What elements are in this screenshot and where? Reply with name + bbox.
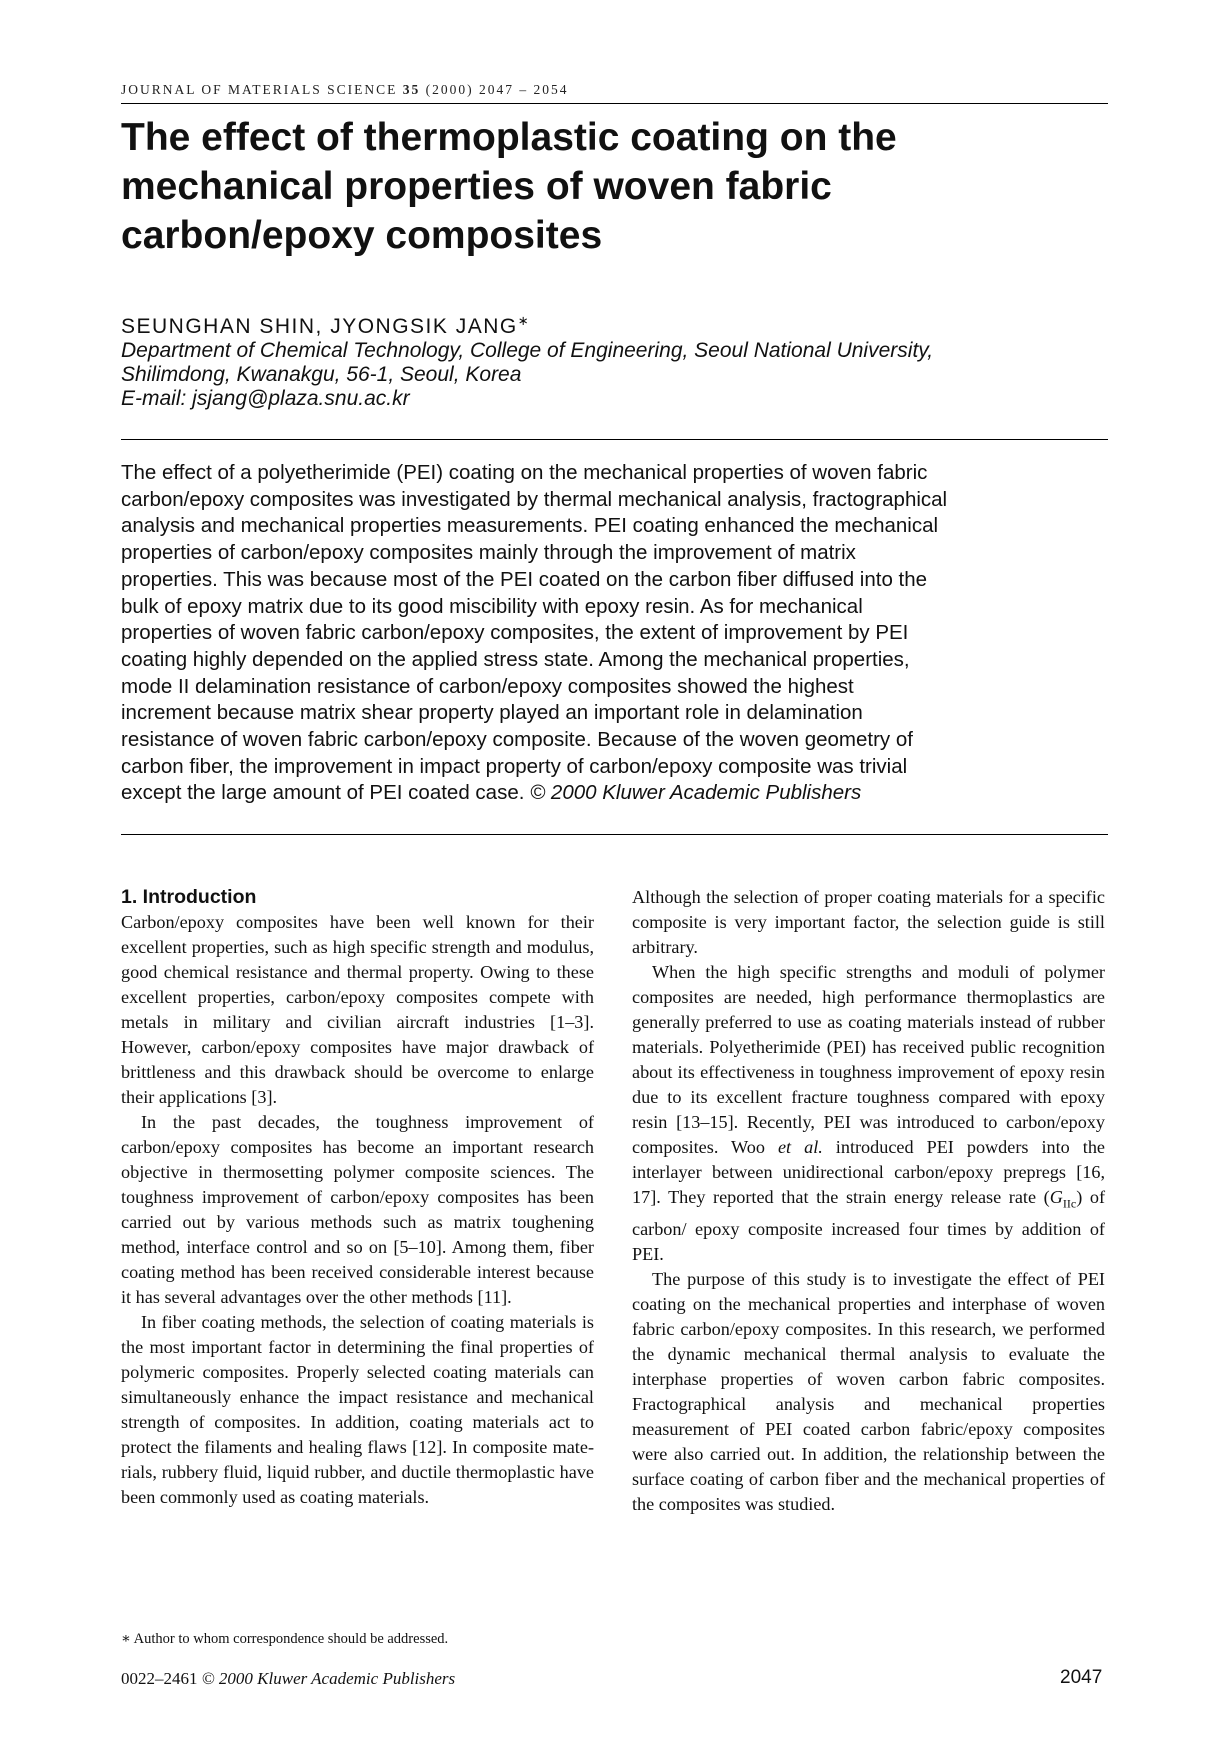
page-number: 2047 xyxy=(1060,1667,1103,1688)
footer-copyright: © 2000 Kluwer Academic Publishers xyxy=(201,1669,456,1688)
abstract-line: properties of woven fabric carbon/epoxy composites, the extent of improvement by PEI xyxy=(121,621,909,645)
abstract-copyright: © 2000 Kluwer Academic Publishers xyxy=(530,781,862,805)
abstract-line: coating highly depended on the applied stress state. Among the mechanical properties, xyxy=(121,647,910,671)
abstract xyxy=(121,460,1111,807)
journal-year-pages: (2000) 2047 – 2054 xyxy=(425,82,569,97)
abstract-line: carbon fiber, the improvement in impact property of carbon/epoxy composite was trivial xyxy=(121,754,908,778)
paragraph: In the past decades, the toughness improvement of carbon/epoxy composites has become an important research objective in thermosetting polymer composite sciences. The toughness improvement of carbon/epoxy composites has been carried out by various methods such as matrix toughening method, interface control and so on [5–10]. Among them, fiber coating method has been received considerable interest because it has several advantages over the other methods [11]. xyxy=(121,1112,594,1307)
abstract-top-rule xyxy=(121,439,1108,440)
abstract-line: The effect of a polyetherimide (PEI) coating on the mechanical properties of woven fabric xyxy=(121,461,928,484)
abstract-line: properties of carbon/epoxy composites mainly through the improvement of matrix xyxy=(121,541,856,565)
running-head xyxy=(121,82,569,98)
email-line: E-mail: jsjang@plaza.snu.ac.kr xyxy=(121,387,410,410)
paragraph: In fiber coating methods, the selection of coating materials is the most important factor in determining the final properties of polymeric composites. Properly selected coating materials can simultaneously enhance the impact resistance and mechanical strength of composites. In addition, coating materials act to protect the filaments and healing flaws [12]. In composite materials, rubbery fluid, liquid rubber, and ductile thermoplastic have been commonly used as coating materials. xyxy=(121,1312,594,1507)
authors xyxy=(121,313,530,339)
paragraph xyxy=(632,960,1105,1267)
abstract-line: mode II delamination resistance of carbon/epoxy composites showed the highest xyxy=(121,674,854,698)
header-rule xyxy=(121,103,1108,104)
abstract-line: carbon/epoxy composites was investigated by thermal mechanical analysis, fractographical xyxy=(121,487,948,511)
footnote: ∗ Author to whom correspondence should be addressed. xyxy=(121,1631,449,1647)
title-line: mechanical properties of woven fabric xyxy=(121,165,832,208)
abstract-bottom-rule xyxy=(121,834,1108,835)
abstract-line: analysis and mechanical properties measurements. PEI coating enhanced the mechanical xyxy=(121,514,939,538)
abstract-last-line xyxy=(121,780,1111,807)
et-al: et al. xyxy=(777,1137,823,1157)
left-column xyxy=(121,885,594,1510)
right-column xyxy=(632,885,1105,1517)
paragraph-text: introduced PEI powders into the interlayer between unidirectional carbon/epoxy prepregs [16, 17]. They reported that the strain energy release rate ( xyxy=(632,1137,1105,1207)
paper-title xyxy=(121,113,1081,260)
author-names: SEUNGHAN SHIN, JYONGSIK JANG xyxy=(121,315,518,338)
abstract-line: bulk of epoxy matrix due to its good miscibility with epoxy resin. As for mechanical xyxy=(121,594,863,618)
abstract-line: increment because matrix shear property played an important role in delamination xyxy=(121,701,863,725)
abstract-line: properties. This was because most of the PEI coated on the carbon fiber diffused into the xyxy=(121,567,928,591)
issn: 0022–2461 xyxy=(121,1669,198,1688)
paragraph-text: When the high specific strengths and moduli of polymer composites are needed, high performance thermoplastics are generally preferred to use as coating materials instead of rubber materials. Polyetherimide (PEI) has received public recognition about its effectiveness in toughness improvement of epoxy resin due to its excellent fracture toughness compared with epoxy resin [13–15]. Recently, PEI was introduced to carbon/epoxy composites. Woo xyxy=(632,962,1105,1157)
paragraph: Although the selection of proper coating materials for a specific composite is very important factor, the selection guide is still arbitrary. xyxy=(632,887,1105,957)
author-mark: ∗ xyxy=(517,313,531,328)
paragraph: The purpose of this study is to investigate the effect of PEI coating on the mechanical properties and interphase of woven fabric carbon/epoxy composites. In this research, we performed the dynamic mechanical thermal analysis to evaluate the interphase properties of woven carbon fabric composites. Fractographical analysis and mechanical properties measurement of PEI coated carbon fabric/epoxy composites were also carried out. In addition, the relationship between the surface coating of carbon fiber and the mechanical properties of the composites was studied. xyxy=(632,1268,1105,1514)
journal-name: JOURNAL OF MATERIALS SCIENCE xyxy=(121,82,398,97)
section-heading: 1. Introduction xyxy=(121,886,257,908)
affiliation-line: Department of Chemical Technology, College of Engineering, Seoul National University, xyxy=(121,339,934,362)
abstract-line: except the large amount of PEI coated case. xyxy=(121,781,525,805)
paragraph-text: ) of carbon/ epoxy composite increased four times by addition of PEI. xyxy=(632,1187,1105,1264)
footer-issn xyxy=(121,1669,455,1689)
affiliation-line: Shilimdong, Kwanakgu, 56-1, Seoul, Korea xyxy=(121,363,522,386)
symbol-subscript: IIc xyxy=(1062,1196,1077,1211)
abstract-line: resistance of woven fabric carbon/epoxy composite. Because of the woven geometry of xyxy=(121,728,913,752)
journal-volume: 35 xyxy=(402,82,421,97)
title-line: The effect of thermoplastic coating on the xyxy=(121,116,897,159)
title-line: carbon/epoxy composites xyxy=(121,214,603,257)
symbol-g: G xyxy=(1049,1187,1063,1207)
paragraph: Carbon/epoxy composites have been well known for their excellent properties, such as high specific strength and modulus, good chemical resistance and thermal property. Owing to these excellent properties, carbon/epoxy composites compete with metals in military and civilian aircraft industries [1–3]. However, carbon/epoxy composites have major drawback of brittleness and this drawback should be overcome to enlarge their applications [3]. xyxy=(121,912,594,1107)
